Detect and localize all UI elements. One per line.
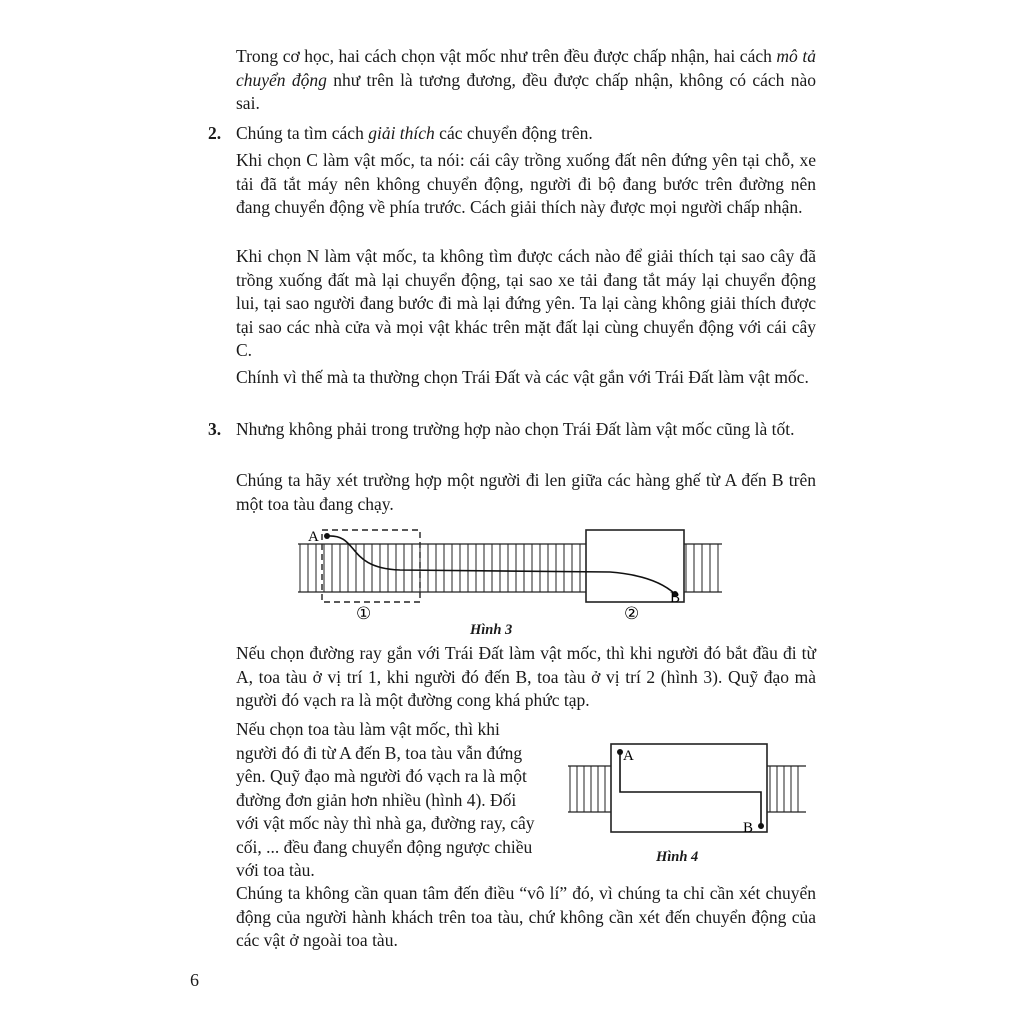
point-a-label: A	[308, 529, 319, 545]
figure-4-diagram	[560, 738, 810, 838]
rail-ties-right-fig4	[770, 766, 798, 812]
paragraph-3b: Nếu chọn đường ray gắn với Trái Đất làm vật mốc, thì khi người đó bắt đầu đi từ A, toa tàu ở vị trí 1, khi người đó đến B, toa tàu ở vị trí 2 (hình 3). Quỹ đạo mà người đó vạch ra là một đường cong khá phức tạp.	[236, 643, 816, 710]
item-2-number: 2.	[208, 123, 222, 143]
page-number: 6	[190, 970, 199, 990]
figure-3-caption: Hình 3	[470, 622, 513, 638]
item-3-heading: Nhưng không phải trong trường hợp nào chọn Trái Đất làm vật mốc cũng là tốt.	[236, 419, 795, 439]
figure-4-caption: Hình 4	[656, 849, 699, 865]
paragraph-1	[236, 45, 816, 116]
carriage-position-1	[322, 530, 420, 602]
paragraph-3d: Chúng ta không cần quan tâm đến điều “vô lí” đó, vì chúng ta chỉ cần xét chuyển động của người hành khách trên toa tàu, chứ không cần xét đến chuyển động của các vật ở ngoài toa tàu.	[236, 883, 816, 950]
paragraph-1-text-a: Trong cơ học, hai cách chọn vật mốc như trên đều được chấp nhận, hai cách	[236, 46, 777, 66]
position-1-label: ①	[356, 604, 372, 620]
rail-ties-right	[686, 544, 718, 592]
paragraph-3a: Chúng ta hãy xét trường hợp một người đi len giữa các hàng ghế từ A đến B trên một toa tàu đang chạy.	[236, 470, 816, 514]
item-2-text-b: các chuyển động trên.	[434, 123, 593, 143]
paragraph-2b: Khi chọn N làm vật mốc, ta không tìm được cách nào để giải thích tại sao cây đã trồng xuống đất mà lại chuyển động, tại sao xe tải đang tắt máy lại chuyển động lui, tại sao người đang bước đi mà lại đứng yên. Ta lại càng không giải thích được tại sao các nhà cửa và mọi vật khác trên mặt đất lại cùng chuyển động với cái cây C.	[236, 246, 816, 360]
carriage	[611, 744, 767, 832]
item-3-number: 3.	[208, 419, 222, 439]
position-2-label: ②	[624, 604, 640, 620]
item-2-heading	[236, 122, 816, 146]
item-2-emphasis: giải thích	[368, 123, 435, 143]
point-a-dot	[324, 533, 330, 539]
point-b-label: B	[670, 590, 681, 606]
point-b-dot-fig4	[758, 823, 764, 829]
paragraph-1-emphasis: mô tả chuyển động	[236, 46, 816, 90]
point-a-label-fig4: A	[623, 748, 634, 764]
paragraph-2a: Khi chọn C làm vật mốc, ta nói: cái cây trồng xuống đất nên đứng yên tại chỗ, xe tải đã tắt máy nên không chuyển động, người đi bộ đang bước trên đường nên đang chuyển động về phía trước. Cách giải thích này được mọi người chấp nhận.	[236, 150, 816, 217]
rail-ties-left-fig4	[570, 766, 605, 812]
paragraph-2c: Chính vì thế mà ta thường chọn Trái Đất và các vật gắn với Trái Đất làm vật mốc.	[236, 367, 809, 387]
paragraph-3c: Nếu chọn toa tàu làm vật mốc, thì khi người đó đi từ A đến B, toa tàu vẫn đứng yên. Quỹ đạo mà người đó vạch ra là một đường đơn giản hơn nhiều (hình 4). Đối với vật mốc này thì nhà ga, đường ray, cây cối, ... đều đang chuyển động ngược chiều với toa tàu.	[236, 719, 535, 880]
paragraph-1-text-b: như trên là tương đương, đều được chấp nhận, không có cách nào sai.	[236, 69, 816, 113]
point-b-label-fig4: B	[743, 820, 754, 836]
figure-3-diagram	[290, 520, 730, 620]
rail-ties-left	[300, 544, 580, 592]
item-2-text-a: Chúng ta tìm cách	[236, 123, 369, 143]
